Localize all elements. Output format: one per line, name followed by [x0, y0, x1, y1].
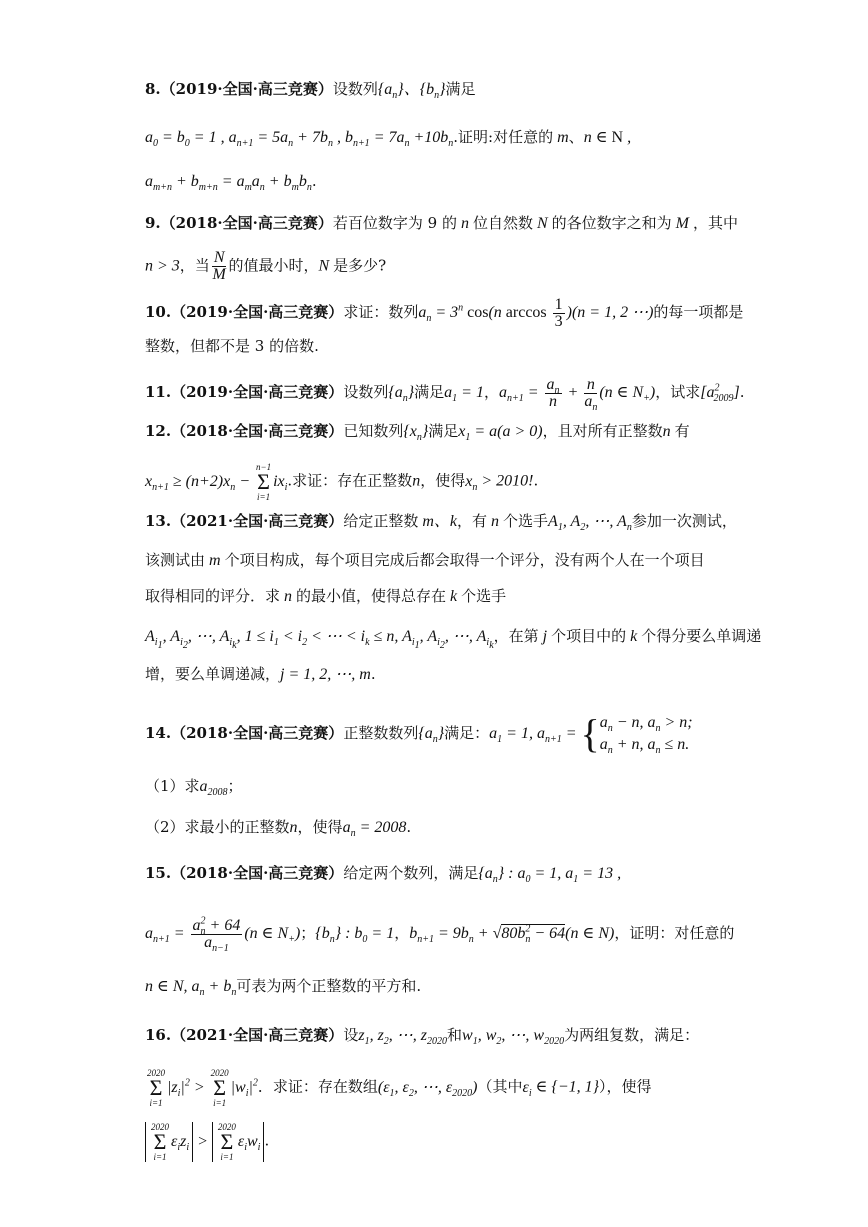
math-formula: $a_0 = b_0 = 1$ , $a_{n+1} = 5a_n + 7b_n$ , $b_{n+1} = 7a_n +10b_n$ [145, 129, 454, 150]
problem-9-line-1: 9.（2018·全国·高三竞赛）若百位数字为 9 的 n 位自然数 N 的各位数字之和为 M ，其中 [145, 214, 739, 232]
problem-10-line-1: 10.（2019·全国·高三竞赛）求证：数列$a_n = 3^n$ cos(n arccos $\frac{1}{3}$ )(n = 1, 2 ⋯)的每一项都是 [145, 296, 744, 330]
problem-15-line-3: n ∈ N, $a_n + b_n$可表为两个正整数的平方和. [145, 977, 422, 999]
problem-10-line-2: 整数，但都不是 3 的倍数. [145, 337, 319, 355]
math-formula: $a_{m+n} + b_{m+n} = a_ma_n + b_mb_n$ [145, 173, 312, 194]
math-formula: 2020 Σ $i=1\varepsilon_iz_i > 2020$ Σ $i=1\varepsilon_iw_i$ [145, 1133, 264, 1150]
problem-number: 8. [145, 80, 161, 98]
math-formula: $a_1 = 1$, $a_{n+1}$ = [489, 725, 581, 746]
problem-8-line-1: 8.（2019·全国·高三竞赛）设数列$\{a_n\}$、$\{b_n\}$满足 [145, 80, 476, 102]
problem-13-line-3: 取得相同的评分．求 n 的最小值，使得总存在 k 个选手 [145, 587, 507, 605]
math-formula: $x_{n+1} \ge (n+2)x_n - n-1$ Σ $i=1ix_i$ [145, 462, 288, 502]
problem-11-line-1: 11.（2019·全国·高三竞赛）设数列$\{a_n\}$满足$a_1 = 1$，$a_{n+1}$ = $\frac{a_n}{n}$ + $\frac{n}{a_n}$ (n ∈ $N_+$)，试求$[a^2_{2009}]$. [145, 376, 745, 414]
math-formula: 2020 Σ $i=1|z_i|^2 > 2020$ Σ $i=1|w_i|^2$ [147, 1068, 258, 1108]
problem-16-line-2: 2020 Σ $i=1|z_i|^2 > 2020$ Σ $i=1|w_i|^2$．求证：存在数组($\varepsilon_1$, $\varepsilon_2$, ⋯, $\varepsilon_{2020}$)（其中$\varepsilon_i$ ∈ {−1, 1}），使得 [147, 1068, 652, 1108]
problem-9-line-2: n > 3，当 $\frac{N}{M}$ 的值最小时，N 是多少? [145, 249, 387, 283]
problem-15-line-2: $a_{n+1}$ = $\frac{a^2_n + 64}{a_{n-1}}$ (n ∈ $N_+$)；$\{b_n\}$ : $b_0 = 1$，$b_{n+1} = 9b_n + √80b^2_n - 64(n$ ∈ N)，证明：对任意的 [145, 915, 735, 955]
math-formula: $b_{n+1} = 9b_n + √80b^2_n - 64(n$ ∈ N) [409, 923, 615, 946]
problem-14-part-2: （2）求最小的正整数n，使得$a_n = 2008$. [145, 818, 412, 840]
math-formula: $\{a_n\}$、$\{b_n\}$ [377, 81, 446, 102]
problem-source: （2019·全国·高三竞赛） [160, 80, 333, 98]
problem-14-line-1: 14.（2018·全国·高三竞赛）正整数数列$\{a_n\}$满足：$a_1 = 1$, $a_{n+1}$ = { $a_n - n$, $a_n > n$; $a_n + n$, $a_n \le n$. [145, 711, 693, 757]
problem-8-line-2: $a_0 = b_0 = 1$ , $a_{n+1} = 5a_n + 7b_n$ , $b_{n+1} = 7a_n +10b_n$.证明:对任意的 m、n ∈ N , [145, 128, 632, 150]
problem-14-part-1: （1）求$a_{2008}$； [145, 777, 243, 799]
problem-16-line-3: 2020 Σ $i=1\varepsilon_iz_i > 2020$ Σ $i=1\varepsilon_iw_i$ . [145, 1122, 269, 1162]
math-formula: $a_{n+1}$ = $\frac{a_n}{n}$ + $\frac{n}{a_n}$ (n ∈ $N_+$) [498, 376, 656, 414]
problem-13-line-5: 增，要么单调递减，j = 1, 2, ⋯, m. [145, 665, 376, 683]
problem-16-line-1: 16.（2021·全国·高三竞赛）设$z_1$, $z_2$, ⋯, $z_{2020}$和$w_1$, $w_2$, ⋯, $w_{2020}$为两组复数，满足： [145, 1026, 700, 1048]
problem-12-line-2: $x_{n+1} \ge (n+2)x_n - n-1$ Σ $i=1ix_i$.求证：存在正整数n，使得$x_n > 2010$!. [145, 462, 539, 502]
problem-12-line-1: 12.（2018·全国·高三竞赛）已知数列$\{x_n\}$满足$x_1 = a(a > 0)$，且对所有正整数n 有 [145, 422, 690, 444]
problem-15-line-1: 15.（2018·全国·高三竞赛）给定两个数列，满足$\{a_n\}$ : $a_0 = 1$, $a_1 = 13$ , [145, 864, 622, 886]
math-formula: $a_n = 3^n$ cos(n arccos $\frac{1}{3}$ )(n = 1, 2 ⋯) [418, 296, 654, 330]
math-formula: $A_{i_1}$, $A_{i_2}$, ⋯, $A_{i_k}$, $1 \le i_1 < i_2$ < ⋯ < $i_k \le n$, $A_{i_1}$, $A_{i_2}$, ⋯, $A_{i_k}$ [145, 628, 494, 652]
problem-8-line-3: $a_{m+n} + b_{m+n} = a_ma_n + b_mb_n$. [145, 172, 317, 194]
problem-13-line-2: 该测试由 m 个项目构成，每个项目完成后都会取得一个评分，没有两个人在一个项目 [145, 551, 705, 569]
math-formula: $a_{n+1}$ = $\frac{a^2_n + 64}{a_{n-1}}$ (n ∈ $N_+$) [145, 915, 301, 955]
problem-13-line-1: 13.（2021·全国·高三竞赛）给定正整数 m、k，有 n 个选手$A_1$, $A_2$, ⋯, $A_n$参加一次测试， [145, 512, 737, 534]
problem-13-line-4: $A_{i_1}$, $A_{i_2}$, ⋯, $A_{i_k}$, $1 \le i_1 < i_2$ < ⋯ < $i_k \le n$, $A_{i_1}$, $A_{i_2}$, ⋯, $A_{i_k}$，在第 j 个项目中的 k 个得分要么单调递 [145, 627, 762, 652]
fraction: $\frac{N}{M}$ [212, 249, 226, 283]
